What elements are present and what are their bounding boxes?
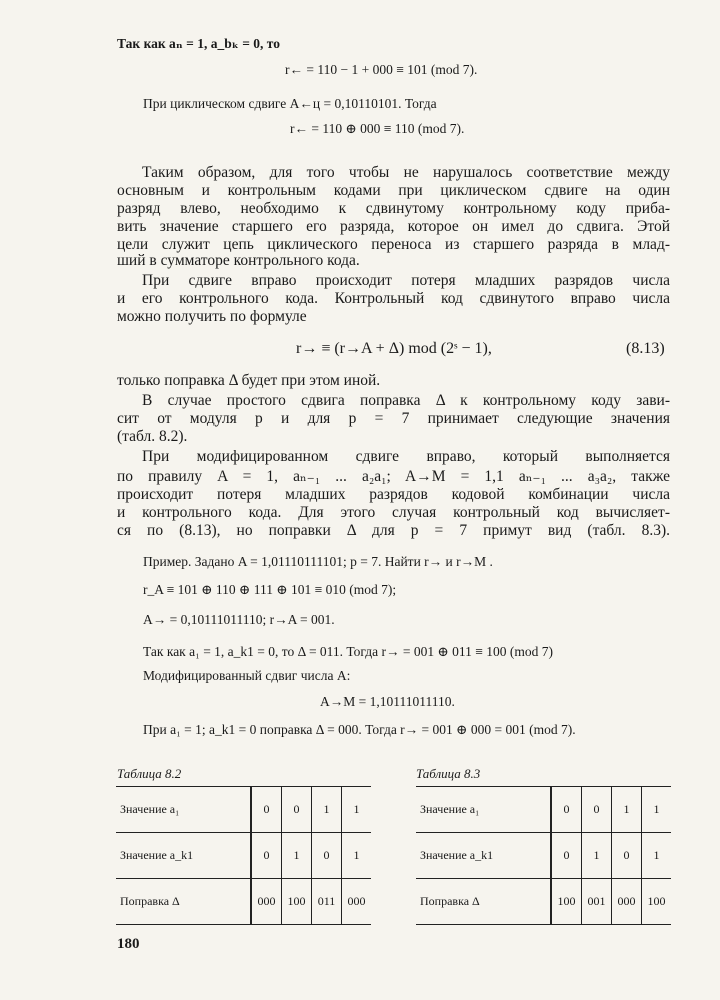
table-cell: 1	[653, 848, 660, 862]
row-label: Значение a_k1	[416, 833, 551, 879]
table-row	[416, 787, 671, 833]
equation: r← = 110 − 1 + 000 ≡ 101 (mod 7).	[285, 62, 478, 77]
example-line: Пример. Задано A = 1,01110111101; p = 7. Найти r→ и r→М .	[143, 554, 493, 569]
table-cell: 1	[312, 787, 342, 833]
example-line: A→М = 1,10111011110.	[320, 694, 455, 709]
table-cell: 1	[282, 833, 312, 879]
table-cell: 0	[251, 787, 282, 833]
text-line: и его контрольного кода. Контрольный код сдвинутого вправо числа	[117, 290, 670, 307]
table-cell: 000	[251, 879, 282, 925]
paragraph	[117, 448, 670, 540]
table-caption: Таблица 8.3	[416, 766, 481, 781]
paragraph	[117, 272, 670, 308]
text-line: сит от модуля p и для p = 7 принимает следующие значения	[117, 410, 670, 427]
table-cell: 000	[612, 879, 642, 925]
table-caption: Таблица 8.2	[117, 766, 182, 781]
row-label: Поправка Δ	[116, 879, 251, 925]
table-cell: 1	[653, 802, 660, 816]
paragraph	[117, 164, 670, 254]
table-cell: 0	[551, 833, 582, 879]
correction-table-8-3	[416, 786, 671, 925]
row-label: Поправка Δ	[416, 879, 551, 925]
text-line: основным и контрольным кодами при циклическом сдвиге на один	[117, 182, 670, 199]
table-cell: 100	[551, 879, 582, 925]
text-line: только поправка Δ будет при этом иной.	[117, 372, 381, 389]
text-line: При модифицированном сдвиге вправо, который выполняется	[142, 448, 670, 465]
table-cell: 000	[347, 894, 366, 908]
formula-number: (8.13)	[626, 340, 665, 357]
text-line: ся по (8.13), но поправки Δ для p = 7 примут вид (табл. 8.3).	[117, 522, 670, 539]
table-cell: 1	[353, 848, 360, 862]
text-line: При циклическом сдвиге A←ц = 0,10110101. Тогда	[143, 96, 437, 111]
equation: r← = 110 ⊕ 000 ≡ 110 (mod 7).	[290, 121, 465, 136]
example-line: Модифицированный сдвиг числа A:	[143, 668, 351, 683]
table-cell: 0	[282, 787, 312, 833]
text-line: цели служит цепь циклического переноса из старшего разряда в млад-	[117, 236, 670, 253]
example-line: r_A ≡ 101 ⊕ 110 ⊕ 111 ⊕ 101 ≡ 010 (mod 7);	[143, 582, 397, 597]
table-cell: 0	[251, 833, 282, 879]
table-cell: 0	[582, 787, 612, 833]
table-cell: 100	[282, 879, 312, 925]
table-cell: 1	[582, 833, 612, 879]
paragraph	[117, 392, 670, 428]
example-line: A→ = 0,10111011110; r→A = 001.	[143, 612, 335, 627]
text-line: можно получить по формуле	[117, 308, 307, 325]
example-line: Так как a₁ = 1, a_k1 = 0, то Δ = 011. Тогда r→ = 001 ⊕ 011 ≡ 100 (mod 7)	[143, 644, 554, 659]
text-line: и контрольного кода. Для этого случая контрольный код вычисляет-	[117, 504, 670, 521]
table-row	[416, 833, 671, 879]
text-line: Так как aₙ = 1, a_bₖ = 0, то	[117, 36, 280, 51]
row-label: Значение a₁	[116, 787, 251, 833]
table-row	[116, 879, 371, 925]
table-row	[416, 879, 671, 925]
table-cell: 0	[551, 787, 582, 833]
table-cell: 1	[353, 802, 360, 816]
table-cell: 0	[312, 833, 342, 879]
table-cell: 011	[312, 879, 342, 925]
table-cell: 1	[612, 787, 642, 833]
text-line: разряд влево, необходимо к сдвинутому контрольному коду приба-	[117, 200, 670, 217]
text-line: по правилу A = 1, aₙ₋₁ ... a₂a₁; A→М = 1,1 aₙ₋₁ ... a₃a₂, также	[117, 468, 670, 485]
table-cell: 001	[582, 879, 612, 925]
text-line: Таким образом, для того чтобы не нарушалось соответствие между	[142, 164, 670, 181]
page-number: 180	[117, 936, 140, 952]
text-line: ший в сумматоре контрольного кода.	[117, 252, 360, 269]
table-cell: 0	[612, 833, 642, 879]
text-line: (табл. 8.2).	[117, 428, 188, 445]
text-line: В случае простого сдвига поправка Δ к контрольному коду зави-	[142, 392, 670, 409]
table-row	[116, 833, 371, 879]
example-line: При a₁ = 1; a_k1 = 0 поправка Δ = 000. Тогда r→ = 001 ⊕ 000 = 001 (mod 7).	[143, 722, 576, 737]
table-cell: 100	[647, 894, 666, 908]
text-line: происходит потеря младших разрядов кодовой комбинации числа	[117, 486, 670, 503]
row-label: Значение a_k1	[116, 833, 251, 879]
text-line: При сдвиге вправо происходит потеря младших разрядов числа	[142, 272, 670, 289]
row-label: Значение a₁	[416, 787, 551, 833]
formula: r→ ≡ (r→A + Δ) mod (2ˢ − 1),	[296, 340, 492, 357]
table-row	[116, 787, 371, 833]
text-line: вить значение старшего его разряда, которое он имел до сдвига. Этой	[117, 218, 670, 235]
correction-table-8-2	[116, 786, 371, 925]
